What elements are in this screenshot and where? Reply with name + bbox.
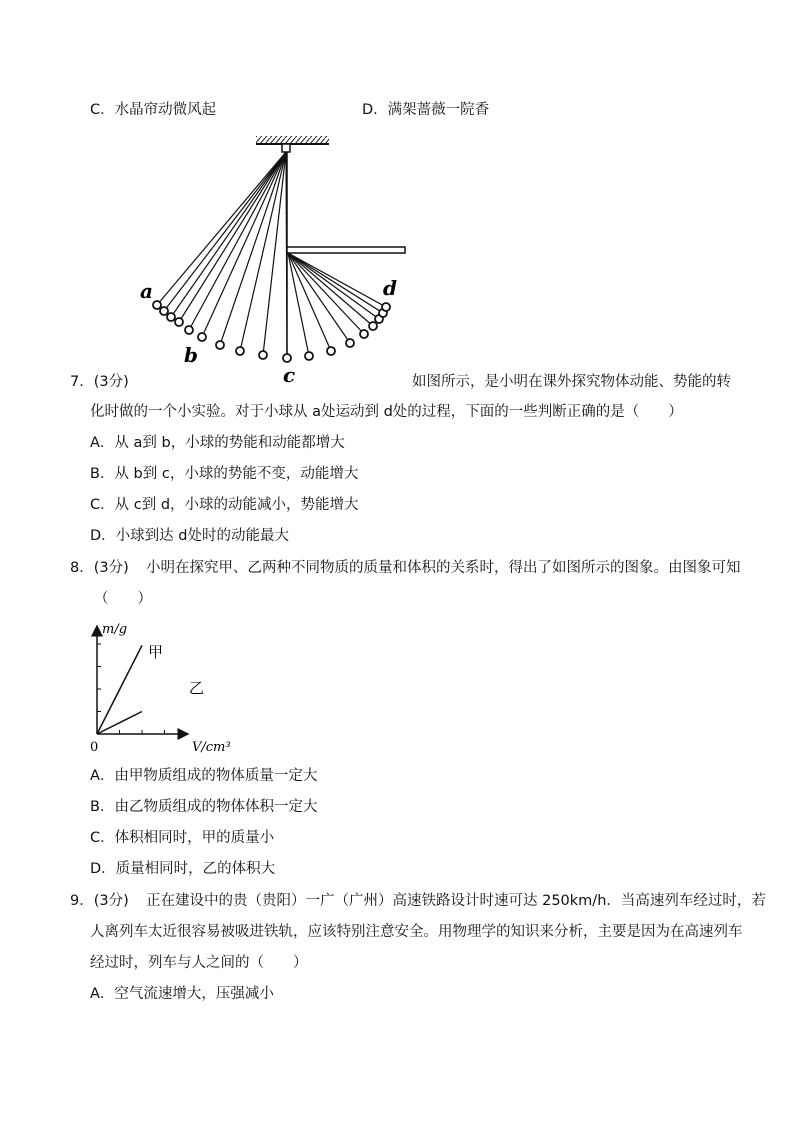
peg xyxy=(287,247,405,253)
x-axis-label: V/cm³ xyxy=(192,740,231,755)
pendulum-string xyxy=(171,152,286,317)
q8-number: 8．(3分) xyxy=(70,560,129,576)
pendulum-ball xyxy=(327,347,335,355)
q8-option-c: C．体积相同时，甲的质量小 xyxy=(90,830,275,846)
pendulum-ball xyxy=(360,330,368,338)
q6-option-d: D．满架蔷薇一院香 xyxy=(362,102,490,118)
q7-option-b: B．从 b到 c，小球的势能不变，动能增大 xyxy=(90,466,359,482)
pendulum-string xyxy=(189,152,286,330)
series-label-yi: 乙 xyxy=(189,679,205,697)
label-b: b xyxy=(184,343,198,367)
swing-strings-left xyxy=(153,152,291,362)
q8-option-a: A．由甲物质组成的物体质量一定大 xyxy=(90,768,318,784)
pendulum-ball xyxy=(167,313,175,321)
q9-stem-line1: 正在建设中的贵（贵阳）一广（广州）高速铁路设计时速可达 250km/h．当高速列车经过时，若 xyxy=(146,893,766,909)
label-d: d xyxy=(383,276,397,300)
origin-label: 0 xyxy=(90,740,99,755)
pendulum-ball xyxy=(369,322,377,330)
pendulum-string xyxy=(220,152,286,345)
pendulum-ball xyxy=(198,333,206,341)
q7-option-a: A．从 a到 b，小球的势能和动能都增大 xyxy=(90,435,345,451)
pendulum-ball xyxy=(160,307,168,315)
series-label-jia: 甲 xyxy=(148,643,164,661)
pendulum-ball xyxy=(382,303,390,311)
pendulum-ball xyxy=(185,326,193,334)
pendulum-ball xyxy=(259,351,267,359)
q7-number: 7．(3分) xyxy=(70,374,129,390)
q9-stem-line3: 经过时，列车与人之间的（ ） xyxy=(90,955,308,971)
q8-stem-line1: 小明在探究甲、乙两种不同物质的质量和体积的关系时，得出了如图所示的图象。由图象可知 xyxy=(146,560,741,576)
pendulum-ball xyxy=(153,301,161,309)
series-line-jia xyxy=(97,645,142,734)
pendulum-string xyxy=(157,152,286,305)
q7-option-d: D．小球到达 d处时的动能最大 xyxy=(90,528,289,544)
label-a: a xyxy=(140,279,153,303)
pendulum-ball xyxy=(216,341,224,349)
pendulum-ball xyxy=(346,339,354,347)
pendulum-ball xyxy=(175,318,183,326)
y-axis-label: m/g xyxy=(102,622,128,637)
pendulum-pivot xyxy=(282,144,290,152)
ceiling xyxy=(256,136,329,144)
q7-stem-line2: 化时做的一个小实验。对于小球从 a处运动到 d处的过程，下面的一些判断正确的是（ ） xyxy=(90,404,683,420)
q7-option-c: C．从 c到 d，小球的动能减小，势能增大 xyxy=(90,497,359,513)
pendulum-ball xyxy=(236,347,244,355)
pendulum-string xyxy=(288,253,386,307)
q9-option-a: A．空气流速增大，压强减小 xyxy=(90,986,274,1002)
q7-stem-line1: 如图所示，是小明在课外探究物体动能、势能的转 xyxy=(412,374,731,390)
pendulum-string xyxy=(288,253,331,351)
q8-option-d: D．质量相同时，乙的体积大 xyxy=(90,861,276,877)
pendulum-ball xyxy=(305,352,313,360)
q8-option-b: B．由乙物质组成的物体体积一定大 xyxy=(90,799,318,815)
q9-number: 9．(3分) xyxy=(70,893,129,909)
pendulum-ball xyxy=(283,354,291,362)
q9-stem-line2: 人离列车太近很容易被吸进铁轨，应该特别注意安全。用物理学的知识来分析，主要是因为在高速列车 xyxy=(90,924,743,940)
pendulum-string xyxy=(288,253,379,319)
q8-stem-line2: （ ） xyxy=(94,591,152,607)
mass-volume-chart xyxy=(88,613,268,758)
label-c: c xyxy=(283,363,296,387)
swing-strings-right xyxy=(288,253,390,360)
q6-option-c: C．水晶帘动微风起 xyxy=(90,102,217,118)
